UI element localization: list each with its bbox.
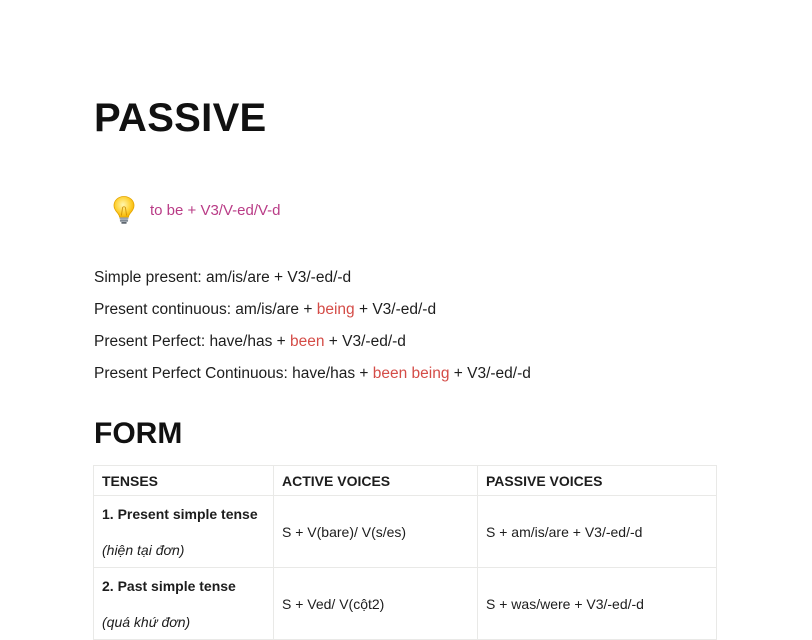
tense-name: 1. Present simple tense (102, 505, 258, 522)
tense-vietnamese: (hiện tại đơn) (102, 541, 185, 558)
line-segment: + V3/-ed/-d (324, 333, 406, 350)
callout-block (112, 192, 281, 228)
table-row (94, 568, 717, 640)
line-segment: + V3/-ed/-d (449, 365, 531, 382)
column-header: ACTIVE VOICES (274, 466, 478, 496)
text-line (94, 267, 351, 289)
tense-vietnamese: (quá khứ đơn) (102, 613, 191, 630)
table-row (94, 496, 717, 568)
tense-cell (94, 568, 274, 640)
passive-voice-cell: S + am/is/are + V3/-ed/-d (478, 496, 717, 568)
section-heading: FORM (94, 417, 183, 450)
column-header: PASSIVE VOICES (478, 466, 717, 496)
highlight-text: being (316, 301, 355, 318)
lightbulb-icon (112, 195, 136, 225)
active-voice-cell: S + V(bare)/ V(s/es) (274, 496, 478, 568)
line-segment: Present Perfect Continuous: have/has + (94, 365, 373, 382)
line-segment: Present continuous: am/is/are + (94, 301, 317, 318)
tense-name: 2. Past simple tense (102, 577, 236, 594)
form-table (93, 465, 717, 640)
column-header: TENSES (94, 466, 274, 496)
highlight-text: been (290, 333, 325, 350)
line-segment: Simple present: am/is/are + V3/-ed/-d (94, 269, 352, 286)
passive-voice-cell: S + was/were + V3/-ed/-d (478, 568, 717, 640)
table-header-row (94, 466, 717, 496)
text-line (94, 363, 531, 385)
tense-cell (94, 496, 274, 568)
text-line (94, 331, 406, 353)
line-segment: Present Perfect: have/has + (94, 333, 291, 350)
callout-text: to be + V3/V-ed/V-d (150, 201, 281, 219)
text-line (94, 299, 436, 321)
highlight-text: been being (372, 365, 450, 382)
active-voice-cell: S + Ved/ V(cột2) (274, 568, 478, 640)
page-title: PASSIVE (94, 96, 267, 140)
line-segment: + V3/-ed/-d (354, 301, 437, 318)
